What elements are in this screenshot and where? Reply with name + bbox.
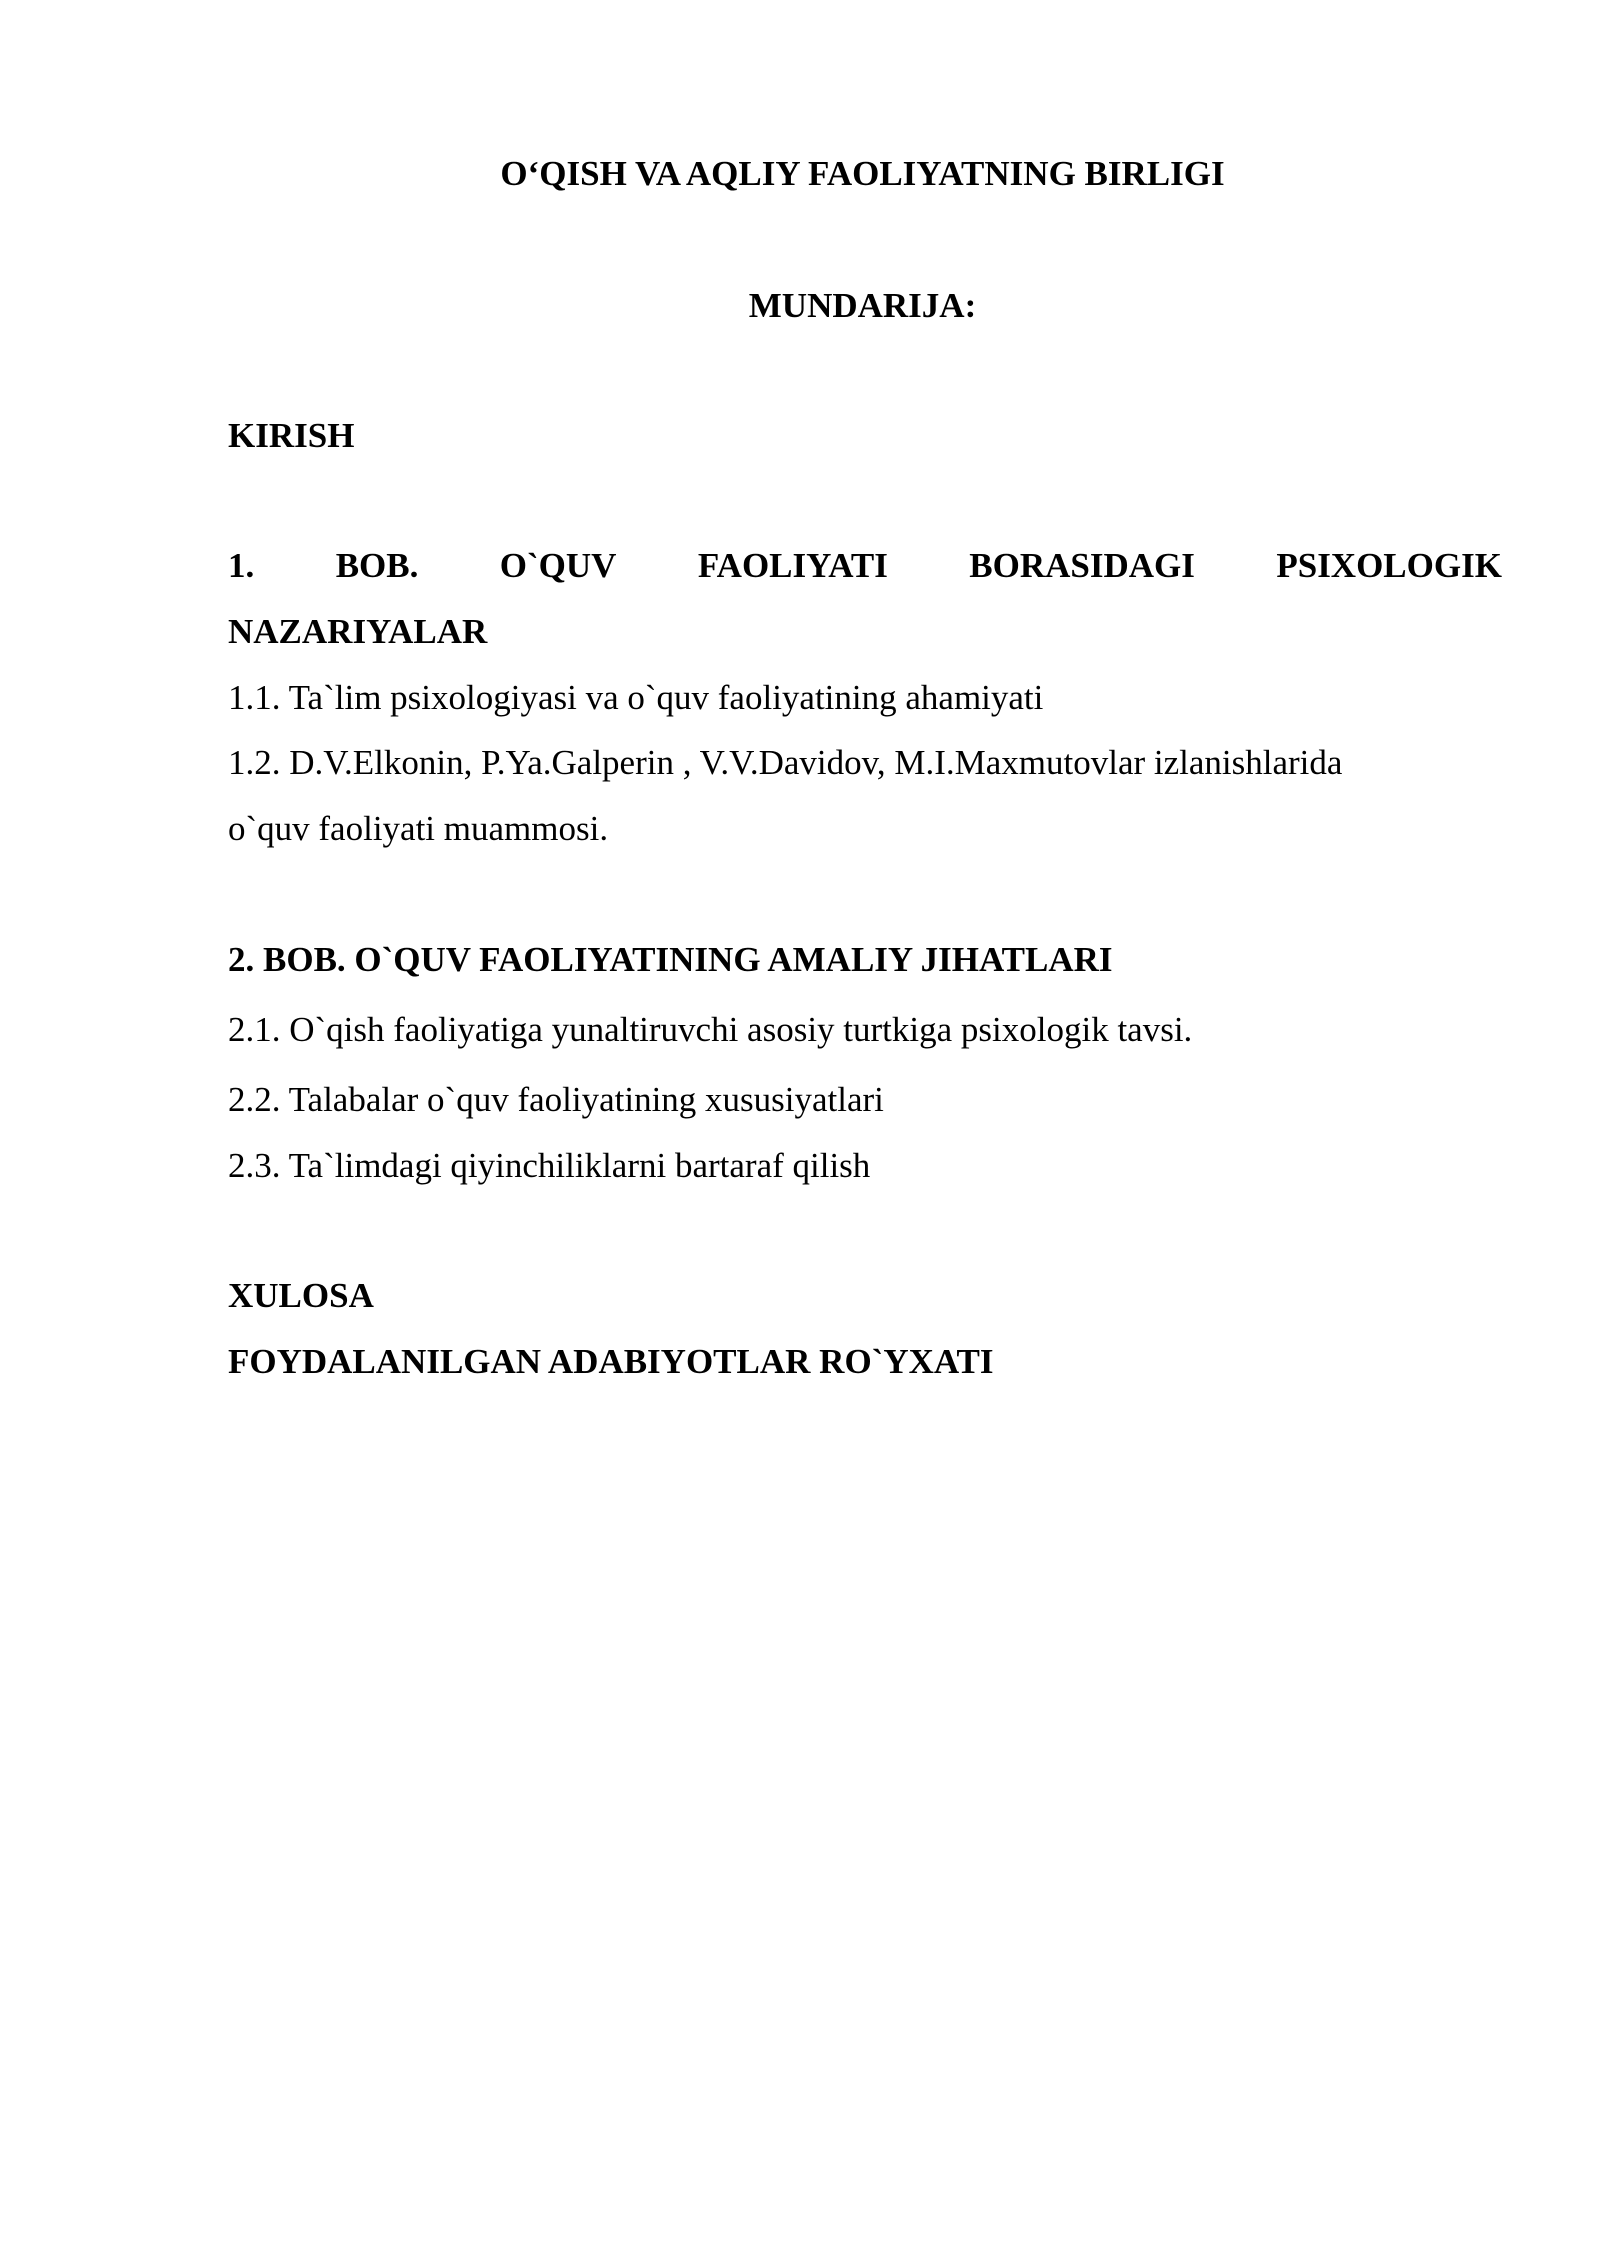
toc-entry-intro: KIRISH — [228, 416, 355, 455]
toc-chapter-2-heading: 2. BOB. O`QUV FAOLIYATINING AMALIY JIHATLARI — [228, 940, 1113, 979]
heading-word: BOB. — [335, 546, 419, 585]
toc-chapter-1-heading — [228, 544, 1502, 588]
toc-item-1-2-cont: o`quv faoliyati muammosi. — [228, 809, 609, 848]
toc-item-1-2: 1.2. D.V.Elkonin, P.Ya.Galperin , V.V.Davidov, M.I.Maxmutovlar izlanishlarida — [228, 743, 1343, 782]
toc-item-2-2: 2.2. Talabalar o`quv faoliyatining xususiyatlari — [228, 1080, 884, 1119]
heading-word: FAOLIYATI — [697, 546, 888, 585]
toc-entry-references: FOYDALANILGAN ADABIYOTLAR RO`YXATI — [228, 1342, 994, 1381]
contents-heading: MUNDARIJA: — [748, 286, 977, 325]
heading-word: O`QUV — [499, 546, 617, 585]
document-title: O‘QISH VA AQLIY FAOLIYATNING BIRLIGI — [500, 154, 1225, 193]
toc-item-2-1: 2.1. O`qish faoliyatiga yunaltiruvchi asosiy turtkiga psixologik tavsi. — [228, 1010, 1193, 1049]
toc-entry-conclusion: XULOSA — [228, 1276, 374, 1315]
heading-word: BORASIDAGI — [969, 546, 1195, 585]
toc-item-1-1: 1.1. Ta`lim psixologiyasi va o`quv faoliyatining ahamiyati — [228, 678, 1044, 717]
heading-word: PSIXOLOGIK — [1276, 546, 1502, 585]
toc-item-2-3: 2.3. Ta`limdagi qiyinchiliklarni bartaraf qilish — [228, 1146, 871, 1185]
heading-word: 1. — [228, 546, 255, 585]
toc-chapter-1-heading-cont: NAZARIYALAR — [228, 612, 488, 651]
